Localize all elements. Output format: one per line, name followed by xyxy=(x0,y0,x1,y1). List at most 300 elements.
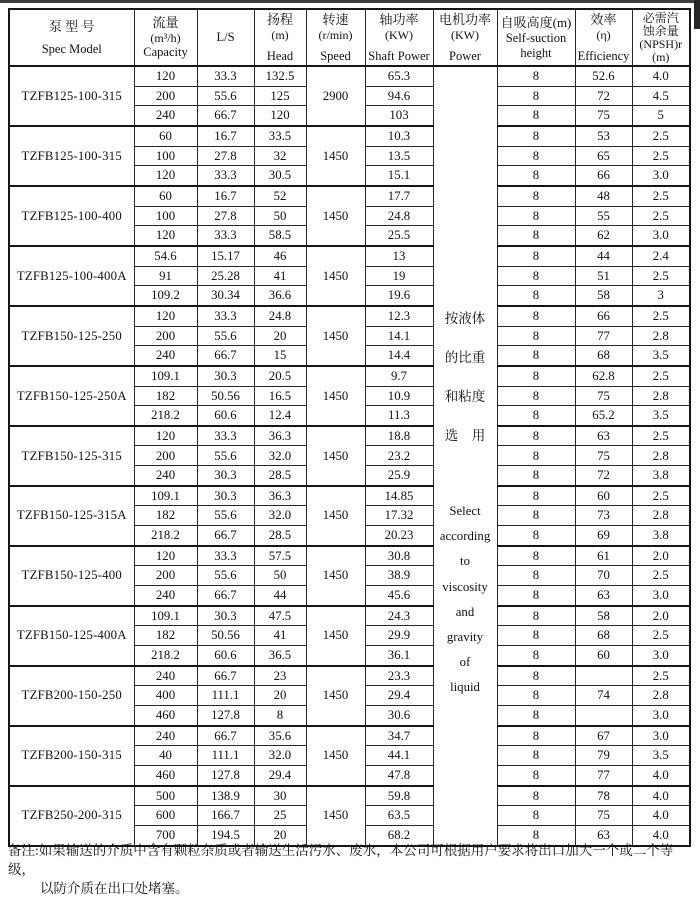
shaft-power-cell: 25.9 xyxy=(365,466,433,486)
header-suction-height xyxy=(497,9,575,66)
motor-note-line-en: Select xyxy=(449,504,481,519)
shaft-power-cell: 14.4 xyxy=(365,346,433,366)
header-capacity xyxy=(134,9,197,66)
head-cell: 8 xyxy=(254,706,306,726)
motor-note-line-zh: 和粘度 xyxy=(444,389,486,405)
efficiency-cell: 60 xyxy=(575,486,632,506)
shaft-power-cell: 30.6 xyxy=(365,706,433,726)
capacity-cell: 182 xyxy=(134,626,197,646)
head-cell: 50 xyxy=(254,206,306,226)
header-npsh-line1: 必需汽 xyxy=(642,10,679,25)
efficiency-cell: 63 xyxy=(575,426,632,446)
capacity-cell: 200 xyxy=(134,446,197,466)
efficiency-cell: 69 xyxy=(575,526,632,546)
efficiency-cell: 66 xyxy=(575,306,632,326)
head-cell: 44 xyxy=(254,586,306,606)
suction-height-cell: 8 xyxy=(497,646,575,666)
efficiency-cell: 67 xyxy=(575,726,632,746)
shaft-power-cell: 65.3 xyxy=(365,66,433,86)
head-cell: 35.6 xyxy=(254,726,306,746)
efficiency-cell: 70 xyxy=(575,566,632,586)
scan-edge-right xyxy=(694,0,700,29)
header-efficiency-zh: 效率 xyxy=(590,11,617,27)
suction-height-cell: 8 xyxy=(497,146,575,166)
speed-cell: 2900 xyxy=(306,66,365,126)
header-speed-en: Speed xyxy=(320,48,351,63)
header-motor-power-unit: (KW) xyxy=(451,27,479,42)
capacity-cell: 182 xyxy=(134,506,197,526)
ls-cell: 33.3 xyxy=(197,426,254,446)
efficiency-cell: 75 xyxy=(575,106,632,126)
npsh-cell: 3.5 xyxy=(632,346,690,366)
header-shaft-power-zh: 轴功率 xyxy=(379,11,419,27)
head-cell: 120 xyxy=(254,106,306,126)
head-cell: 36.6 xyxy=(254,286,306,306)
shaft-power-cell: 47.8 xyxy=(365,765,433,785)
shaft-power-cell: 68.2 xyxy=(365,825,433,845)
capacity-cell: 218.2 xyxy=(134,646,197,666)
suction-height-cell: 8 xyxy=(497,806,575,826)
capacity-cell: 120 xyxy=(134,426,197,446)
efficiency-cell: 62.8 xyxy=(575,366,632,386)
npsh-cell: 3.0 xyxy=(632,226,690,246)
header-motor-power-en: Power xyxy=(449,48,481,63)
head-cell: 16.5 xyxy=(254,386,306,406)
efficiency-cell: 72 xyxy=(575,86,632,106)
efficiency-cell: 68 xyxy=(575,626,632,646)
ls-cell: 33.3 xyxy=(197,226,254,246)
footnote-line1: 备注:如果输送的介质中含有颗粒杂质或者输送生活污水、废水，本公司可根据用户要求将出口加大一个或二个等级， xyxy=(8,843,674,877)
motor-note-line-en: to xyxy=(460,554,470,569)
efficiency-cell: 55 xyxy=(575,206,632,226)
npsh-cell: 3.5 xyxy=(632,406,690,426)
ls-cell: 33.3 xyxy=(197,66,254,86)
ls-cell: 127.8 xyxy=(197,765,254,785)
npsh-cell: 2.0 xyxy=(632,606,690,626)
motor-note-line-zh: 按液体 xyxy=(444,311,486,327)
efficiency-cell: 52.6 xyxy=(575,66,632,86)
spec-row xyxy=(9,726,690,746)
header-ls-label: L/S xyxy=(216,30,235,44)
spec-row xyxy=(9,786,690,806)
header-motor-power xyxy=(433,9,497,66)
efficiency-cell: 63 xyxy=(575,825,632,845)
capacity-cell: 120 xyxy=(134,66,197,86)
ls-cell: 66.7 xyxy=(197,586,254,606)
ls-cell: 33.3 xyxy=(197,546,254,566)
shaft-power-cell: 17.7 xyxy=(365,186,433,206)
shaft-power-cell: 10.9 xyxy=(365,386,433,406)
ls-cell: 27.8 xyxy=(197,206,254,226)
efficiency-cell: 63 xyxy=(575,586,632,606)
header-ls xyxy=(197,9,254,66)
ls-cell: 66.7 xyxy=(197,106,254,126)
efficiency-cell: 60 xyxy=(575,646,632,666)
efficiency-cell: 75 xyxy=(575,386,632,406)
ls-cell: 30.3 xyxy=(197,486,254,506)
model-cell: TZFB125-100-315 xyxy=(9,126,134,186)
capacity-cell: 218.2 xyxy=(134,406,197,426)
capacity-cell: 120 xyxy=(134,166,197,186)
header-npsh-line2: 蚀余量 xyxy=(642,23,679,38)
npsh-cell: 3.0 xyxy=(632,706,690,726)
head-cell: 24.8 xyxy=(254,306,306,326)
npsh-cell: 2.8 xyxy=(632,386,690,406)
shaft-power-cell: 19 xyxy=(365,266,433,286)
head-cell: 29.4 xyxy=(254,765,306,785)
suction-height-cell: 8 xyxy=(497,86,575,106)
efficiency-cell: 53 xyxy=(575,126,632,146)
head-cell: 41 xyxy=(254,266,306,286)
spec-row xyxy=(9,126,690,146)
shaft-power-cell: 14.85 xyxy=(365,486,433,506)
head-cell: 25 xyxy=(254,806,306,826)
shaft-power-cell: 38.9 xyxy=(365,566,433,586)
speed-cell: 1450 xyxy=(306,186,365,246)
speed-cell: 1450 xyxy=(306,666,365,726)
shaft-power-cell: 9.7 xyxy=(365,366,433,386)
motor-power-note xyxy=(434,211,497,701)
head-cell: 30.5 xyxy=(254,166,306,186)
ls-cell: 55.6 xyxy=(197,506,254,526)
shaft-power-cell: 30.8 xyxy=(365,546,433,566)
ls-cell: 33.3 xyxy=(197,306,254,326)
suction-height-cell: 8 xyxy=(497,446,575,466)
npsh-cell: 4.0 xyxy=(632,825,690,845)
suction-height-cell: 8 xyxy=(497,626,575,646)
header-head-zh: 扬程 xyxy=(266,11,293,27)
npsh-cell: 2.5 xyxy=(632,186,690,206)
npsh-cell: 2.5 xyxy=(632,206,690,226)
shaft-power-cell: 11.3 xyxy=(365,406,433,426)
npsh-cell: 4.0 xyxy=(632,765,690,785)
ls-cell: 66.7 xyxy=(197,526,254,546)
speed-cell: 1450 xyxy=(306,126,365,186)
ls-cell: 16.7 xyxy=(197,126,254,146)
head-cell: 32 xyxy=(254,146,306,166)
ls-cell: 30.34 xyxy=(197,286,254,306)
suction-height-cell: 8 xyxy=(497,186,575,206)
header-capacity-en: Capacity xyxy=(143,45,188,59)
speed-cell: 1450 xyxy=(306,366,365,426)
capacity-cell: 240 xyxy=(134,666,197,686)
npsh-cell: 3.0 xyxy=(632,726,690,746)
head-cell: 47.5 xyxy=(254,606,306,626)
shaft-power-cell: 45.6 xyxy=(365,586,433,606)
efficiency-cell: 68 xyxy=(575,346,632,366)
model-cell: TZFB150-125-250 xyxy=(9,306,134,366)
suction-height-cell: 8 xyxy=(497,606,575,626)
head-cell: 20 xyxy=(254,686,306,706)
spec-row xyxy=(9,606,690,626)
shaft-power-cell: 12.3 xyxy=(365,306,433,326)
head-cell: 50 xyxy=(254,566,306,586)
capacity-cell: 109.2 xyxy=(134,286,197,306)
motor-note-line-en: viscosity xyxy=(442,579,488,594)
capacity-cell: 200 xyxy=(134,86,197,106)
suction-height-cell: 8 xyxy=(497,406,575,426)
shaft-power-cell: 15.1 xyxy=(365,166,433,186)
ls-cell: 111.1 xyxy=(197,746,254,766)
shaft-power-cell: 24.3 xyxy=(365,606,433,626)
header-efficiency-en: Efficiency xyxy=(577,48,630,63)
npsh-cell: 2.5 xyxy=(632,486,690,506)
head-cell: 52 xyxy=(254,186,306,206)
suction-height-cell: 8 xyxy=(497,226,575,246)
npsh-cell: 2.8 xyxy=(632,506,690,526)
npsh-cell: 3.0 xyxy=(632,646,690,666)
header-shaft-power xyxy=(365,9,433,66)
suction-height-cell: 8 xyxy=(497,346,575,366)
speed-cell: 1450 xyxy=(306,246,365,306)
suction-height-cell: 8 xyxy=(497,686,575,706)
suction-height-cell: 8 xyxy=(497,66,575,86)
shaft-power-cell: 23.3 xyxy=(365,666,433,686)
head-cell: 36.3 xyxy=(254,426,306,446)
efficiency-cell: 61 xyxy=(575,546,632,566)
suction-height-cell: 8 xyxy=(497,506,575,526)
ls-cell: 30.3 xyxy=(197,366,254,386)
shaft-power-cell: 17.32 xyxy=(365,506,433,526)
capacity-cell: 40 xyxy=(134,746,197,766)
shaft-power-cell: 10.3 xyxy=(365,126,433,146)
model-cell: TZFB125-100-315 xyxy=(9,66,134,126)
pump-spec-table xyxy=(8,8,691,847)
footnote-line2: 以防介质在出口处堵塞。 xyxy=(40,881,189,896)
header-capacity-zh: 流量 xyxy=(152,15,179,30)
ls-cell: 194.5 xyxy=(197,825,254,845)
speed-cell: 1450 xyxy=(306,726,365,786)
capacity-cell: 120 xyxy=(134,226,197,246)
npsh-cell: 3 xyxy=(632,286,690,306)
header-head xyxy=(254,9,306,66)
capacity-cell: 60 xyxy=(134,186,197,206)
header-model xyxy=(9,9,134,66)
head-cell: 20 xyxy=(254,326,306,346)
efficiency-cell: 75 xyxy=(575,806,632,826)
head-cell: 125 xyxy=(254,86,306,106)
head-cell: 32.0 xyxy=(254,506,306,526)
suction-height-cell: 8 xyxy=(497,386,575,406)
suction-height-cell: 8 xyxy=(497,246,575,266)
ls-cell: 60.6 xyxy=(197,406,254,426)
suction-height-cell: 8 xyxy=(497,126,575,146)
header-speed xyxy=(306,9,365,66)
efficiency-cell: 77 xyxy=(575,326,632,346)
npsh-cell: 4.0 xyxy=(632,806,690,826)
motor-note-line-en: according xyxy=(439,529,491,544)
shaft-power-cell: 13.5 xyxy=(365,146,433,166)
head-cell: 41 xyxy=(254,626,306,646)
ls-cell: 166.7 xyxy=(197,806,254,826)
head-cell: 132.5 xyxy=(254,66,306,86)
motor-note-line-en: liquid xyxy=(450,680,480,695)
efficiency-cell: 74 xyxy=(575,686,632,706)
capacity-cell: 600 xyxy=(134,806,197,826)
npsh-cell: 4.5 xyxy=(632,86,690,106)
model-cell: TZFB200-150-315 xyxy=(9,726,134,786)
header-row xyxy=(9,9,690,66)
ls-cell: 27.8 xyxy=(197,146,254,166)
shaft-power-cell: 34.7 xyxy=(365,726,433,746)
capacity-cell: 400 xyxy=(134,686,197,706)
speed-cell: 1450 xyxy=(306,606,365,666)
capacity-cell: 120 xyxy=(134,306,197,326)
header-head-en: Head xyxy=(266,48,294,63)
shaft-power-cell: 13 xyxy=(365,246,433,266)
header-npsh-line4: (m) xyxy=(652,49,670,64)
capacity-cell: 240 xyxy=(134,726,197,746)
suction-height-cell: 8 xyxy=(497,326,575,346)
capacity-cell: 91 xyxy=(134,266,197,286)
spec-row xyxy=(9,366,690,386)
head-cell: 36.5 xyxy=(254,646,306,666)
speed-cell: 1450 xyxy=(306,306,365,366)
npsh-cell: 3.0 xyxy=(632,586,690,606)
ls-cell: 25.28 xyxy=(197,266,254,286)
suction-height-cell: 8 xyxy=(497,366,575,386)
capacity-cell: 109.1 xyxy=(134,486,197,506)
head-cell: 20 xyxy=(254,825,306,845)
shaft-power-cell: 19.6 xyxy=(365,286,433,306)
model-cell: TZFB200-150-250 xyxy=(9,666,134,726)
shaft-power-cell: 103 xyxy=(365,106,433,126)
suction-height-cell: 8 xyxy=(497,726,575,746)
motor-note-line-en: gravity xyxy=(446,629,484,644)
header-shaft-power-en: Shaft Power xyxy=(368,48,430,63)
scan-edge-top xyxy=(0,0,700,3)
suction-height-cell: 8 xyxy=(497,106,575,126)
model-cell: TZFB150-125-315 xyxy=(9,426,134,486)
npsh-cell: 2.0 xyxy=(632,546,690,566)
suction-height-cell: 8 xyxy=(497,765,575,785)
head-cell: 32.0 xyxy=(254,746,306,766)
npsh-cell: 5 xyxy=(632,106,690,126)
head-cell: 15 xyxy=(254,346,306,366)
shaft-power-cell: 63.5 xyxy=(365,806,433,826)
efficiency-cell: 65 xyxy=(575,146,632,166)
npsh-cell: 4.0 xyxy=(632,66,690,86)
ls-cell: 50.56 xyxy=(197,386,254,406)
ls-cell: 60.6 xyxy=(197,646,254,666)
suction-height-cell: 8 xyxy=(497,586,575,606)
capacity-cell: 500 xyxy=(134,786,197,806)
head-cell: 33.5 xyxy=(254,126,306,146)
model-cell: TZFB150-125-250A xyxy=(9,366,134,426)
shaft-power-cell: 18.8 xyxy=(365,426,433,446)
model-cell: TZFB150-125-400A xyxy=(9,606,134,666)
suction-height-cell: 8 xyxy=(497,666,575,686)
efficiency-cell: 77 xyxy=(575,765,632,785)
ls-cell: 66.7 xyxy=(197,346,254,366)
shaft-power-cell: 23.2 xyxy=(365,446,433,466)
efficiency-cell: 62 xyxy=(575,226,632,246)
efficiency-cell xyxy=(575,706,632,726)
motor-note-line-zh: 选 用 xyxy=(444,428,486,444)
header-suction-en2: height xyxy=(520,45,552,60)
model-cell: TZFB150-125-315A xyxy=(9,486,134,546)
header-npsh-line3: (NPSH)r xyxy=(639,36,683,51)
npsh-cell: 2.5 xyxy=(632,126,690,146)
efficiency-cell: 65.2 xyxy=(575,406,632,426)
header-suction-zh: 自吸高度(m) xyxy=(500,14,572,30)
ls-cell: 111.1 xyxy=(197,686,254,706)
header-head-unit: (m) xyxy=(271,27,289,42)
header-suction-en1: Self-suction xyxy=(505,30,567,45)
shaft-power-cell: 24.8 xyxy=(365,206,433,226)
motor-note-line-en: of xyxy=(459,655,471,670)
model-cell: TZFB125-100-400A xyxy=(9,246,134,306)
capacity-cell: 218.2 xyxy=(134,526,197,546)
suction-height-cell: 8 xyxy=(497,466,575,486)
head-cell: 30 xyxy=(254,786,306,806)
npsh-cell: 2.8 xyxy=(632,326,690,346)
speed-cell: 1450 xyxy=(306,486,365,546)
capacity-cell: 54.6 xyxy=(134,246,197,266)
npsh-cell: 2.5 xyxy=(632,626,690,646)
capacity-cell: 460 xyxy=(134,706,197,726)
suction-height-cell: 8 xyxy=(497,206,575,226)
npsh-cell: 2.4 xyxy=(632,246,690,266)
motor-note-en-block xyxy=(434,499,497,701)
suction-height-cell: 8 xyxy=(497,166,575,186)
spec-table-body xyxy=(9,66,690,846)
ls-cell: 16.7 xyxy=(197,186,254,206)
motor-note-line-zh: 的比重 xyxy=(444,350,486,366)
capacity-cell: 120 xyxy=(134,546,197,566)
speed-cell: 1450 xyxy=(306,546,365,606)
npsh-cell: 3.5 xyxy=(632,746,690,766)
efficiency-cell: 48 xyxy=(575,186,632,206)
efficiency-cell: 44 xyxy=(575,246,632,266)
suction-height-cell: 8 xyxy=(497,746,575,766)
head-cell: 23 xyxy=(254,666,306,686)
model-cell: TZFB250-200-315 xyxy=(9,786,134,846)
efficiency-cell: 73 xyxy=(575,506,632,526)
npsh-cell: 3.8 xyxy=(632,466,690,486)
shaft-power-cell: 36.1 xyxy=(365,646,433,666)
suction-height-cell: 8 xyxy=(497,306,575,326)
capacity-cell: 100 xyxy=(134,206,197,226)
npsh-cell: 2.5 xyxy=(632,426,690,446)
efficiency-cell: 72 xyxy=(575,466,632,486)
table-header xyxy=(9,9,690,66)
capacity-cell: 240 xyxy=(134,466,197,486)
head-cell: 57.5 xyxy=(254,546,306,566)
ls-cell: 50.56 xyxy=(197,626,254,646)
head-cell: 20.5 xyxy=(254,366,306,386)
npsh-cell: 2.5 xyxy=(632,266,690,286)
ls-cell: 66.7 xyxy=(197,726,254,746)
suction-height-cell: 8 xyxy=(497,546,575,566)
shaft-power-cell: 20.23 xyxy=(365,526,433,546)
efficiency-cell: 66 xyxy=(575,166,632,186)
spec-row xyxy=(9,246,690,266)
npsh-cell: 2.8 xyxy=(632,446,690,466)
capacity-cell: 60 xyxy=(134,126,197,146)
head-cell: 28.5 xyxy=(254,466,306,486)
header-efficiency-unit: (η) xyxy=(596,27,611,42)
ls-cell: 55.6 xyxy=(197,86,254,106)
shaft-power-cell: 44.1 xyxy=(365,746,433,766)
shaft-power-cell: 14.1 xyxy=(365,326,433,346)
npsh-cell: 2.8 xyxy=(632,686,690,706)
spec-row xyxy=(9,546,690,566)
shaft-power-cell: 94.6 xyxy=(365,86,433,106)
header-motor-power-zh: 电机功率 xyxy=(438,11,491,27)
header-capacity-unit: (m³/h) xyxy=(150,31,181,45)
ls-cell: 15.17 xyxy=(197,246,254,266)
